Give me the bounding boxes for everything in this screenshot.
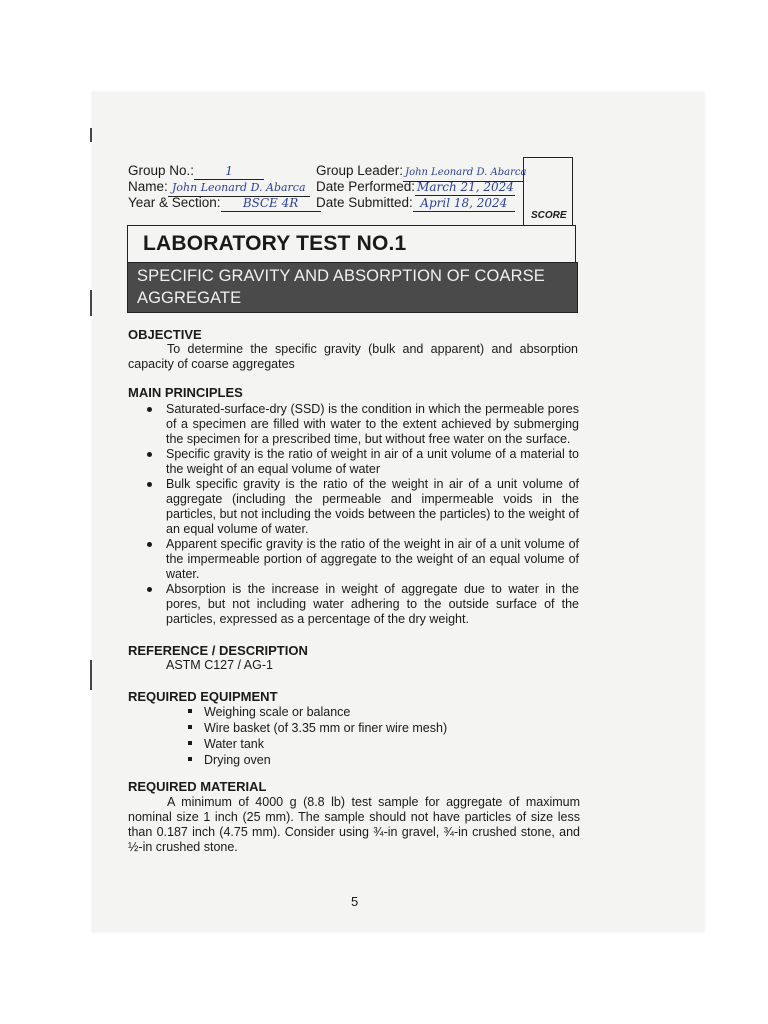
bullet-icon xyxy=(188,709,192,713)
date-submitted-label: Date Submitted: xyxy=(316,195,413,210)
principle-text: Saturated-surface-dry (SSD) is the condition in which the permeable pores of a specimen are filled with water to the extent achieved by submerging the specimen for a prescribed time, but without free water on the surface. xyxy=(166,402,579,446)
date-performed-row xyxy=(316,179,515,196)
bullet-icon xyxy=(147,452,152,457)
date-performed-label: Date Performed: xyxy=(316,179,416,194)
equipment-text: Weighing scale or balance xyxy=(204,705,351,719)
name-value: John Leonard D. Abarca xyxy=(168,180,310,197)
equipment-text: Water tank xyxy=(204,737,264,751)
objective-heading: OBJECTIVE xyxy=(128,327,202,342)
reference-heading: REFERENCE / DESCRIPTION xyxy=(128,643,308,658)
bullet-icon xyxy=(147,542,152,547)
equipment-list xyxy=(186,704,447,768)
score-label: SCORE xyxy=(531,210,567,221)
scan-edge-mark xyxy=(90,290,92,316)
date-submitted-row xyxy=(316,195,515,212)
principle-text: Bulk specific gravity is the ratio of the weight in air of a unit volume of aggregate (including the permeable and impermeable voids in the particles, but not including the voids between the particles) to the weight of an equal volume of water. xyxy=(166,477,579,536)
page-subtitle xyxy=(137,265,567,309)
principles-heading: MAIN PRINCIPLES xyxy=(128,385,243,400)
group-no-label: Group No.: xyxy=(128,163,195,178)
bullet-icon xyxy=(147,407,152,412)
equipment-heading: REQUIRED EQUIPMENT xyxy=(128,689,278,704)
material-text: A minimum of 4000 g (8.8 lb) test sample for aggregate of maximum nominal size 1 inch (25 mm). The sample should not have particles of size less than 0.187 inch (4.75 mm). Consider using ¾-in gravel, ¾-in crushed stone, and ½-in crushed stone. xyxy=(128,795,580,854)
bullet-icon xyxy=(188,757,192,761)
principle-text: Apparent specific gravity is the ratio of the weight in air of a unit volume of the impermeable portion of aggregate to the weight of an equal volume of water. xyxy=(166,537,579,581)
year-section-value: BSCE 4R xyxy=(221,195,321,212)
list-item xyxy=(147,537,579,582)
group-no-value: 1 xyxy=(194,163,264,180)
bullet-icon xyxy=(147,482,152,487)
bullet-icon xyxy=(147,587,152,592)
list-item xyxy=(186,704,447,720)
list-item xyxy=(147,402,579,447)
bullet-icon xyxy=(188,741,192,745)
date-submitted-value: April 18, 2024 xyxy=(413,195,515,212)
scan-edge-mark xyxy=(90,660,92,690)
objective-text: To determine the specific gravity (bulk and apparent) and absorption capacity of coarse aggregates xyxy=(128,342,578,371)
subtitle-line-2: AGGREGATE xyxy=(137,289,242,307)
subtitle-line-1: SPECIFIC GRAVITY AND ABSORPTION OF COARSE xyxy=(137,267,545,285)
page-number: 5 xyxy=(351,894,359,909)
principles-list xyxy=(147,402,579,627)
page-title: LABORATORY TEST NO.1 xyxy=(143,232,407,255)
equipment-text: Wire basket (of 3.35 mm or finer wire mesh) xyxy=(204,721,448,735)
equipment-text: Drying oven xyxy=(204,753,271,767)
list-item xyxy=(186,752,447,768)
reference-text: ASTM C127 / AG-1 xyxy=(166,658,273,672)
group-leader-value: John Leonard D. Abarca xyxy=(403,165,523,182)
year-section-row xyxy=(128,195,321,212)
name-label: Name: xyxy=(128,179,168,194)
scan-edge-mark xyxy=(90,128,92,142)
list-item xyxy=(147,582,579,627)
principle-text: Specific gravity is the ratio of weight in air of a unit volume of a material to the weight of an equal volume of water xyxy=(166,447,579,476)
date-performed-value: March 21, 2024 xyxy=(417,180,514,194)
principle-text: Absorption is the increase in weight of aggregate due to water in the pores, but not including water adhering to the outside surface of the particles, expressed as a percentage of the dry weight. xyxy=(166,582,579,626)
bullet-icon xyxy=(188,725,192,729)
material-heading: REQUIRED MATERIAL xyxy=(128,779,267,794)
list-item xyxy=(147,477,579,537)
group-leader-label: Group Leader: xyxy=(316,163,404,178)
list-item xyxy=(186,720,447,736)
list-item xyxy=(186,736,447,752)
list-item xyxy=(147,447,579,477)
year-section-label: Year & Section: xyxy=(128,195,221,210)
group-no-row xyxy=(128,163,264,180)
